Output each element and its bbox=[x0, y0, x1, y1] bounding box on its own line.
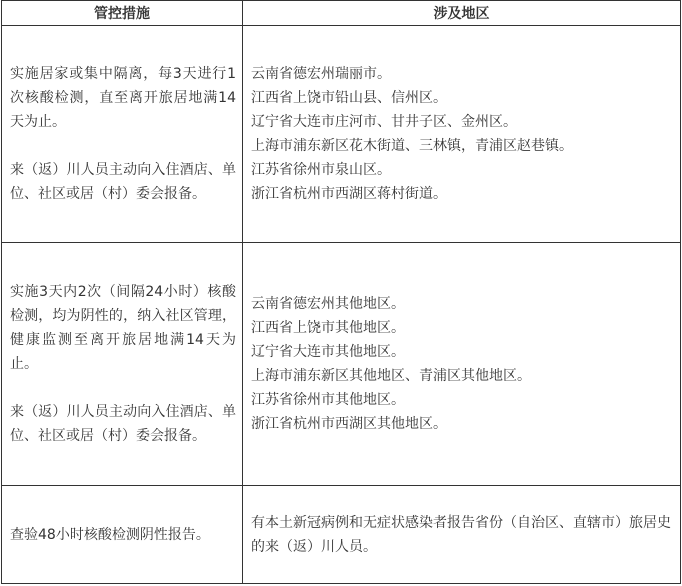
region-item: 浙江省杭州市西湖区蒋村街道。 bbox=[251, 186, 447, 202]
measure-text: 实施3天内2次（间隔24小时）核酸检测，均为阴性的，纳入社区管理，健康监测至离开旅居地满14天为止。 bbox=[10, 284, 236, 372]
region-item: 云南省德宏州其他地区。 bbox=[251, 296, 405, 312]
regions-text: 有本土新冠病例和无症状感染者报告省份（自治区、直辖市）旅居史的来（返）川人员。 bbox=[251, 514, 671, 555]
region-item: 江西省上饶市铅山县、信州区。 bbox=[251, 90, 447, 106]
measure-text: 查验48小时核酸检测阴性报告。 bbox=[10, 526, 210, 543]
regions-cell bbox=[243, 243, 681, 486]
region-item: 浙江省杭州市西湖区其他地区。 bbox=[251, 416, 447, 432]
region-item: 江苏省徐州市其他地区。 bbox=[251, 392, 405, 408]
header-measures: 管控措施 bbox=[2, 1, 243, 26]
region-item: 云南省德宏州瑞丽市。 bbox=[251, 66, 391, 82]
region-item: 上海市浦东新区花木街道、三林镇，青浦区赵巷镇。 bbox=[251, 138, 573, 154]
measure-report-text: 来（返）川人员主动向入住酒店、单位、社区或居（村）委会报备。 bbox=[10, 162, 236, 202]
measure-cell bbox=[2, 486, 243, 584]
regions-cell bbox=[243, 486, 681, 584]
measure-text: 实施居家或集中隔离，每3天进行1次核酸检测，直至离开旅居地满14天为止。 bbox=[10, 66, 236, 130]
region-item: 辽宁省大连市庄河市、甘井子区、金州区。 bbox=[251, 114, 517, 130]
region-item: 辽宁省大连市其他地区。 bbox=[251, 344, 405, 360]
table-header-row bbox=[2, 1, 681, 26]
table-row bbox=[2, 486, 681, 584]
measure-cell bbox=[2, 243, 243, 486]
table-row bbox=[2, 26, 681, 243]
header-regions: 涉及地区 bbox=[243, 1, 681, 26]
measures-table bbox=[1, 0, 681, 584]
regions-cell bbox=[243, 26, 681, 243]
measure-cell bbox=[2, 26, 243, 243]
region-item: 江西省上饶市其他地区。 bbox=[251, 320, 405, 336]
measure-report-text: 来（返）川人员主动向入住酒店、单位、社区或居（村）委会报备。 bbox=[10, 404, 236, 444]
region-item: 上海市浦东新区其他地区、青浦区其他地区。 bbox=[251, 368, 531, 384]
table-row bbox=[2, 243, 681, 486]
region-item: 江苏省徐州市泉山区。 bbox=[251, 162, 391, 178]
